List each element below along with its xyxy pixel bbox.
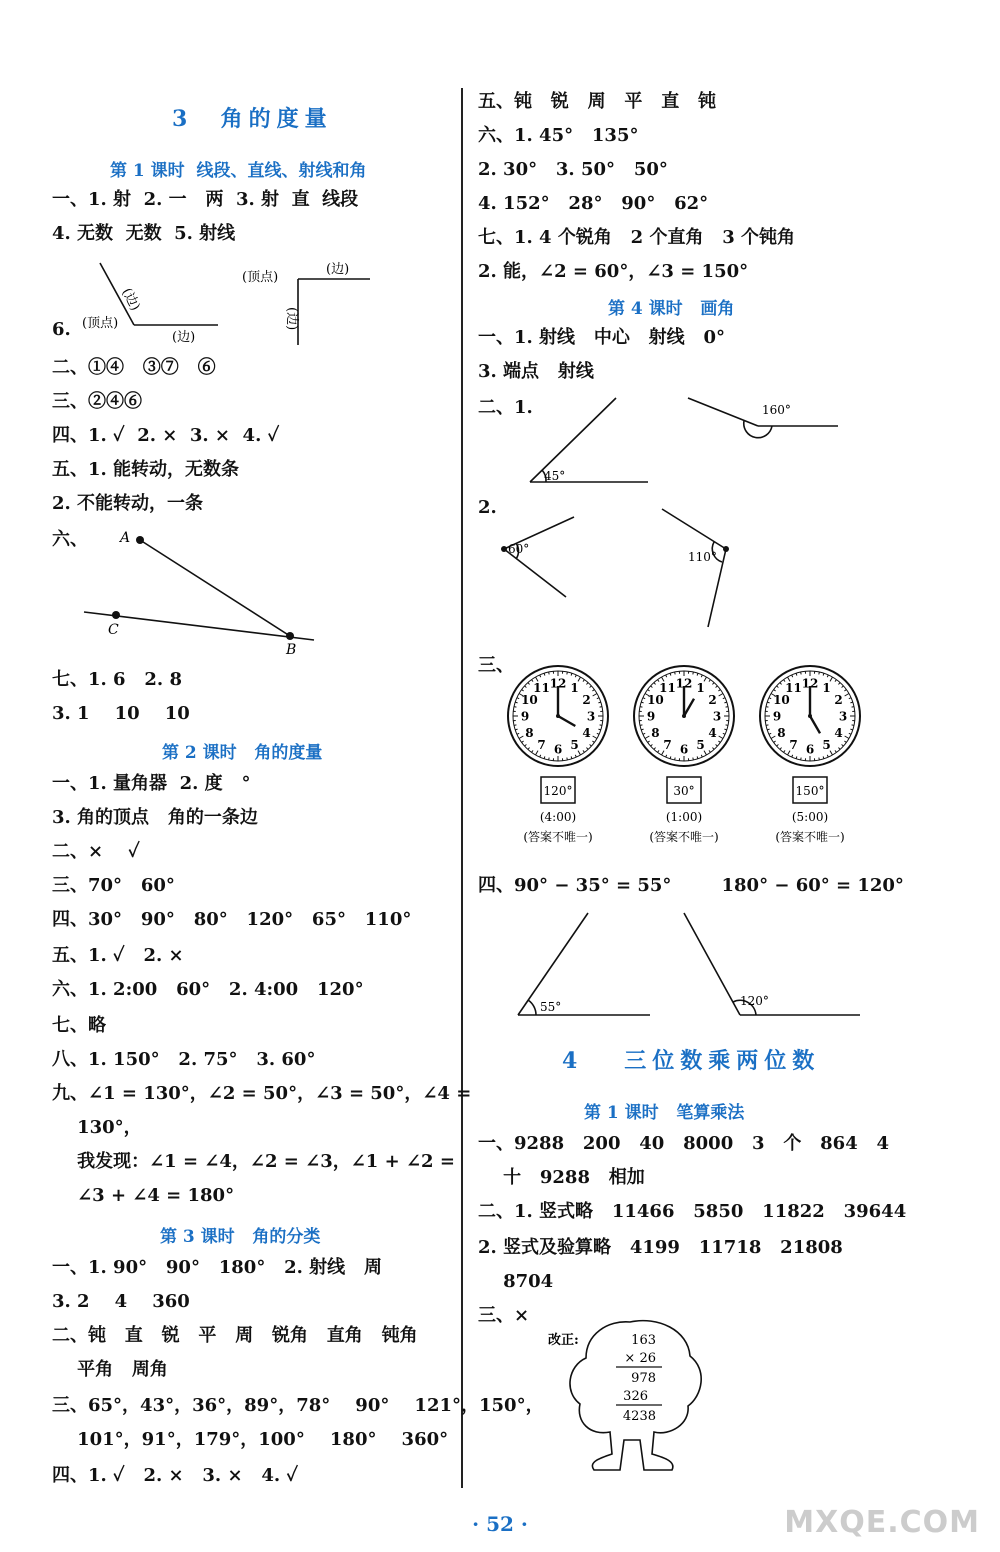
answer-line: 4. 152° 28° 90° 62°: [478, 193, 709, 214]
hour-hand: [558, 716, 575, 726]
answer-line: 3. 2 4 360: [52, 1291, 190, 1312]
clock-numeral: 11: [659, 680, 676, 695]
clock-numeral: 4: [582, 726, 591, 740]
clock-numeral: 8: [777, 726, 786, 740]
answer-line: 130°，: [52, 1117, 142, 1138]
edge-label: (边): [118, 285, 143, 314]
angle-box-value: 150°: [795, 784, 825, 798]
unit-4-lesson-1-title: 第 1 课时 笔算乘法: [584, 1103, 745, 1123]
clock-time: (5:00): [791, 810, 829, 824]
answer-line: 四、1. ✓ 2. × 3. × 4. ✓: [52, 425, 280, 446]
clock-numeral: 4: [834, 726, 843, 740]
mult-row: 4238: [622, 1409, 656, 1424]
clock-numeral: 9: [646, 709, 656, 724]
answer-line: 2. 能，∠2 = 60°，∠3 = 150°: [478, 261, 749, 282]
answer-line: 二、1. 竖式略 11466 5850 11822 39644: [478, 1201, 907, 1222]
answer-line: 六、: [52, 529, 88, 550]
lesson-3-title: 第 3 课时 角的分类: [160, 1227, 321, 1247]
clock-numeral: 6: [805, 742, 815, 757]
clock-face: [634, 666, 734, 844]
clock-numeral: 7: [789, 738, 798, 753]
clock-numeral: 11: [785, 680, 802, 695]
mult-row: 978: [631, 1371, 656, 1386]
clock-numeral: 6: [553, 742, 563, 757]
angle-label: 160°: [762, 403, 791, 417]
mult-row: 326: [623, 1389, 648, 1404]
answer-line: 4. 无数 无数 5. 射线: [52, 223, 236, 244]
angle-box-value: 30°: [673, 784, 695, 798]
clock-answers: [508, 664, 878, 854]
answer-line: 我发现：∠1 = ∠4，∠2 = ∠3，∠1 + ∠2 =: [52, 1151, 455, 1172]
clock-numeral: 12: [549, 676, 567, 691]
mult-row: × 26: [624, 1351, 656, 1366]
answer-line: 2. 竖式及验算略 4199 11718 21808: [478, 1237, 843, 1258]
answer-line: 3. 端点 射线: [478, 361, 594, 382]
answer-line: 一、1. 90° 90° 180° 2. 射线 周: [52, 1257, 382, 1278]
answer-line: 三、: [478, 655, 514, 676]
clock-time: (1:00): [665, 810, 703, 824]
answer-line: 五、1. ✓ 2. ×: [52, 945, 184, 966]
answer-line: 八、1. 150° 2. 75° 3. 60°: [52, 1049, 316, 1070]
answer-line: 6.: [52, 319, 71, 340]
clock-numeral: 7: [537, 738, 546, 753]
angle-label: 60°: [508, 542, 530, 556]
answer-line: 3. 1 10 10: [52, 703, 190, 724]
answer-line: 五、钝 锐 周 平 直 钝: [478, 91, 716, 112]
answer-line: 一、9288 200 40 8000 3 个 864 4: [478, 1133, 890, 1154]
clock-numeral: 10: [773, 693, 790, 707]
answer-line: 一、1. 量角器 2. 度 °: [52, 773, 251, 794]
correction-tree: [538, 1312, 718, 1482]
answer-line: 2. 不能转动，一条: [52, 493, 204, 514]
answer-line: 2. 30° 3. 50° 50°: [478, 159, 668, 180]
clock-numeral: 10: [521, 693, 538, 707]
point-b-label: B: [286, 642, 297, 658]
answer-line: 六、1. 45° 135°: [478, 125, 639, 146]
clock-numeral: 5: [822, 738, 831, 753]
drawn-angles-2: [478, 505, 878, 635]
clock-numeral: 2: [834, 693, 843, 707]
clock-numeral: 9: [520, 709, 530, 724]
angle-box-value: 120°: [543, 784, 573, 798]
answer-line: 二、①④ ③⑦ ⑥: [52, 357, 216, 378]
lesson-4-title: 第 4 课时 画角: [608, 299, 735, 319]
clock-numeral: 10: [647, 693, 664, 707]
unit-4-title: 4 三位数乘两位数: [562, 1048, 821, 1074]
answer-line: 三、65°，43°，36°，89°，78° 90° 121°，150°，: [52, 1395, 544, 1416]
answer-line: 平角 周角: [52, 1359, 168, 1380]
answer-line: 七、略: [52, 1015, 106, 1036]
answer-line: 四、30° 90° 80° 120° 65° 110°: [52, 909, 412, 930]
clock-numeral: 3: [838, 709, 848, 724]
page-number: · 52 ·: [472, 1512, 528, 1536]
lesson-1-title: 第 1 课时 线段、直线、射线和角: [110, 161, 367, 181]
answer-line: 五、1. 能转动，无数条: [52, 459, 240, 480]
angle-label: 55°: [540, 1000, 562, 1014]
vertex-label: (顶点): [242, 270, 279, 285]
figure-points-abc: [82, 528, 322, 658]
edge-label: (边): [284, 307, 299, 331]
clock-numeral: 12: [801, 676, 819, 691]
answer-line: 四、90° − 35° = 55° 180° − 60° = 120°: [478, 875, 904, 896]
answer-line: 二、1.: [478, 397, 533, 418]
answer-line: 四、1. ✓ 2. × 3. × 4. ✓: [52, 1465, 299, 1486]
column-divider: [461, 88, 463, 1488]
clock-note: (答案不唯一): [523, 830, 593, 844]
unit-3-title: 3 角的度量: [172, 106, 333, 132]
clock-numeral: 11: [533, 680, 550, 695]
clock-numeral: 4: [708, 726, 717, 740]
angle-label: 120°: [740, 994, 769, 1008]
answer-line: 二、× ✓: [52, 841, 140, 862]
edge-label: (边): [172, 330, 196, 345]
lesson-2-title: 第 2 课时 角的度量: [162, 743, 323, 763]
hour-hand: [810, 716, 820, 733]
clock-numeral: 12: [675, 676, 693, 691]
drawn-angles-3: [478, 905, 878, 1020]
clock-face: [760, 666, 860, 844]
clock-numeral: 6: [679, 742, 689, 757]
answer-line: 2.: [478, 497, 497, 518]
clock-numeral: 8: [525, 726, 534, 740]
clock-numeral: 5: [696, 738, 705, 753]
clock-note: (答案不唯一): [649, 830, 719, 844]
clock-time: (4:00): [539, 810, 577, 824]
angle-label: 45°: [544, 469, 566, 483]
clock-numeral: 2: [708, 693, 717, 707]
answer-line: 三、×: [478, 1305, 530, 1326]
answer-line: 六、1. 2:00 60° 2. 4:00 120°: [52, 979, 364, 1000]
answer-line: 二、钝 直 锐 平 周 锐角 直角 钝角: [52, 1325, 418, 1346]
answer-line: 101°，91°，179°，100° 180° 360°: [52, 1429, 449, 1450]
answer-line: ∠3 + ∠4 = 180°: [52, 1185, 235, 1206]
clock-numeral: 5: [570, 738, 579, 753]
clock-numeral: 3: [712, 709, 722, 724]
answer-line: 十 9288 相加: [478, 1167, 645, 1188]
clock-note: (答案不唯一): [775, 830, 845, 844]
clock-numeral: 3: [586, 709, 596, 724]
answer-line: 七、1. 4 个锐角 2 个直角 3 个钝角: [478, 227, 796, 248]
watermark: MXQE.COM: [784, 1505, 980, 1540]
clock-numeral: 1: [822, 680, 831, 695]
answer-line: 一、1. 射 2. 一 两 3. 射 直 线段: [52, 189, 359, 210]
edge-label: (边): [326, 262, 350, 277]
drawn-angles-1: [478, 390, 878, 490]
answer-line: 九、∠1 = 130°，∠2 = 50°，∠3 = 50°，∠4 =: [52, 1083, 472, 1104]
answer-line: 三、70° 60°: [52, 875, 175, 896]
answer-line: 3. 角的顶点 角的一条边: [52, 807, 258, 828]
clock-numeral: 9: [772, 709, 782, 724]
vertex-label: (顶点): [82, 316, 119, 331]
hour-hand: [684, 699, 694, 716]
clock-numeral: 8: [651, 726, 660, 740]
answer-line: 8704: [478, 1271, 554, 1292]
point-a-label: A: [120, 530, 131, 546]
answer-line: 七、1. 6 2. 8: [52, 669, 182, 690]
clock-numeral: 1: [570, 680, 579, 695]
clock-numeral: 7: [663, 738, 672, 753]
clock-numeral: 1: [696, 680, 705, 695]
angle-label: 110°: [688, 550, 717, 564]
mult-row: 163: [631, 1333, 656, 1348]
figure-6-angles: [52, 255, 382, 350]
point-c-label: C: [108, 622, 119, 638]
answer-line: 三、②④⑥: [52, 391, 142, 412]
correction-label: 改正:: [548, 1333, 579, 1348]
clock-face: [508, 666, 608, 844]
clock-numeral: 2: [582, 693, 591, 707]
answer-line: 一、1. 射线 中心 射线 0°: [478, 327, 725, 348]
